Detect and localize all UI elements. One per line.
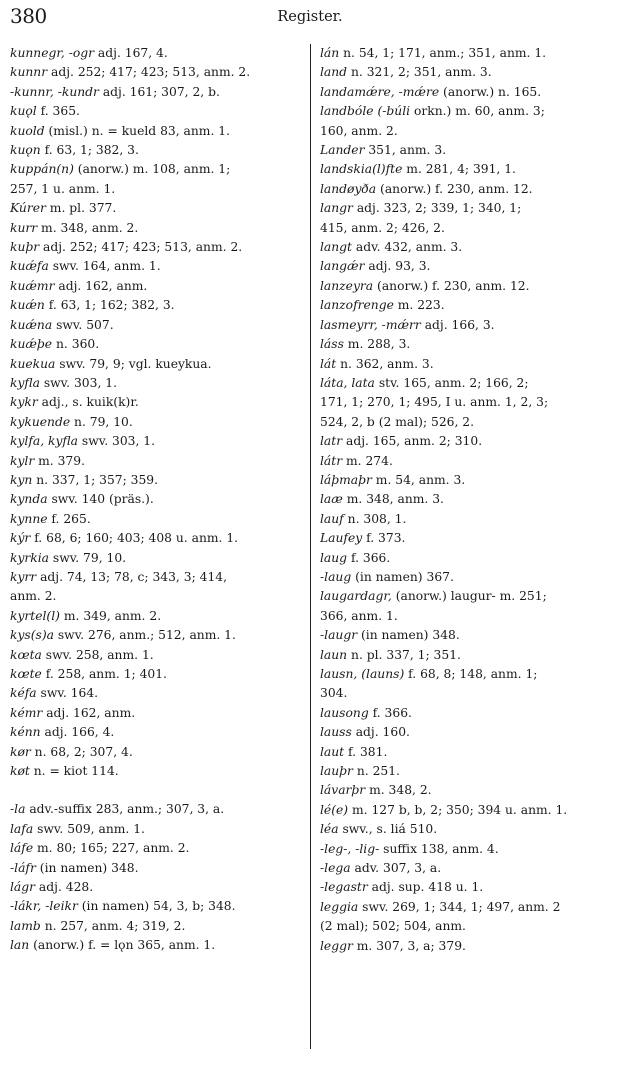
entry-lemma: kuþr	[10, 240, 40, 255]
index-entry	[10, 277, 302, 296]
index-entry	[10, 917, 302, 936]
index-entry	[10, 723, 302, 742]
index-entry	[320, 646, 612, 665]
entry-lemma: -legastr	[320, 880, 368, 895]
entry-references: n. 308, 1.	[343, 511, 407, 526]
index-entry	[10, 257, 302, 276]
entry-lemma: langt	[320, 240, 352, 255]
index-entry	[10, 626, 302, 645]
entry-lemma: kunnegr, -ogr	[10, 46, 95, 60]
entry-references: adj. 162, anm.	[54, 278, 148, 293]
index-entry	[320, 296, 612, 315]
index-entry	[10, 238, 302, 257]
entry-references: m. 288, 3.	[343, 337, 411, 352]
entry-references: f. 265.	[47, 511, 91, 526]
entry-lemma: Kúrer	[10, 201, 46, 216]
entry-lemma: kyfla	[10, 375, 40, 390]
entry-lemma: láþmaþr	[320, 472, 372, 487]
entry-lemma: kunnr	[10, 65, 48, 80]
entry-lemma: kynda	[10, 492, 48, 507]
entry-lemma: -kunnr, -kundr	[10, 84, 99, 99]
entry-references: f. 381.	[344, 744, 388, 759]
entry-references: m. 54, anm. 3.	[371, 472, 466, 487]
entry-references: adv.-suffix 283, anm.; 307, 3, a.	[25, 802, 225, 817]
entry-lemma: kýr	[10, 531, 31, 546]
index-entry	[320, 549, 612, 568]
index-entry	[320, 122, 612, 141]
index-entry	[320, 607, 612, 626]
right-column	[320, 44, 612, 956]
entry-references: adj. 166, 3.	[420, 317, 495, 332]
index-entry	[10, 859, 302, 878]
entry-lemma: -leg-, -lig-	[320, 841, 380, 856]
index-entry	[10, 432, 302, 451]
entry-lemma: kuǽmr	[10, 278, 55, 293]
entry-references: (2 mal); 502; 504, anm.	[320, 919, 466, 934]
entry-lemma: kyrr	[10, 569, 37, 584]
index-entry	[10, 568, 302, 587]
entry-lemma: laun	[320, 647, 348, 662]
index-entry	[10, 296, 302, 315]
entry-references: orkn.) m. 60, anm. 3;	[410, 104, 545, 119]
entry-references: n. pl. 337, 1; 351.	[347, 647, 461, 662]
entry-references: f. 366.	[368, 705, 412, 720]
index-entry	[320, 238, 612, 257]
entry-lemma: láta, lata	[320, 375, 375, 390]
index-entry	[320, 374, 612, 393]
entry-lemma: kynne	[10, 511, 48, 526]
entry-lemma: lávarþr	[320, 783, 366, 798]
entry-references: swv. 303, 1.	[39, 375, 118, 390]
entry-lemma: kyn	[10, 472, 33, 487]
index-entry	[10, 704, 302, 723]
entry-references: 415, anm. 2; 426, 2.	[320, 220, 445, 235]
entry-lemma: lanzofrenge	[320, 298, 394, 313]
index-entry	[320, 180, 612, 199]
entry-lemma: Laufey	[320, 531, 363, 546]
index-entry	[10, 936, 302, 955]
entry-lemma: laut	[320, 744, 345, 759]
entry-references: adj. 167, 4.	[94, 46, 168, 60]
entry-lemma: kuǫl	[10, 104, 37, 119]
index-entry	[10, 122, 302, 141]
index-entry	[320, 587, 612, 606]
entry-lemma: laugardagr,	[320, 589, 392, 604]
index-entry	[10, 529, 302, 548]
entry-lemma: laæ	[320, 492, 343, 507]
index-entry	[320, 471, 612, 490]
entry-references: f. 68, 8; 148, anm. 1;	[404, 667, 538, 681]
entry-lemma: kénn	[10, 725, 41, 740]
index-entry	[10, 219, 302, 238]
entry-lemma: laug	[320, 550, 348, 565]
index-entry	[320, 859, 612, 878]
entry-lemma: lán	[320, 46, 340, 60]
entry-references: swv., s. liá 510.	[338, 822, 438, 837]
index-entry	[320, 878, 612, 897]
entry-references: adj. 252; 417; 423; 513, anm. 2.	[39, 240, 243, 255]
entry-lemma: kør	[10, 744, 31, 759]
entry-references: swv. 276, anm.; 512, anm. 1.	[53, 628, 236, 643]
entry-lemma: kykr	[10, 395, 38, 410]
entry-references: n. 360.	[52, 337, 100, 352]
index-entry	[320, 257, 612, 276]
entry-references: (anorw.) f. 230, anm. 12.	[376, 181, 533, 196]
index-entry	[320, 937, 612, 956]
left-column	[10, 44, 302, 956]
entry-lemma: lauþr	[320, 764, 353, 779]
index-entry	[320, 83, 612, 102]
entry-lemma: Lander	[320, 143, 365, 158]
entry-lemma: kykuende	[10, 414, 71, 429]
entry-references: 351, anm. 3.	[364, 143, 447, 158]
entry-lemma: latr	[320, 434, 343, 449]
index-entry	[320, 432, 612, 451]
index-entry	[320, 743, 612, 762]
entry-references: swv. 303, 1.	[77, 434, 156, 449]
entry-lemma: lausong	[320, 705, 369, 720]
index-entry	[10, 510, 302, 529]
entry-lemma: land	[320, 65, 348, 80]
entry-references: m. 307, 3, a; 379.	[352, 938, 466, 953]
entry-references: m. 80; 165; 227, anm. 2.	[33, 841, 190, 856]
entry-lemma: landbóle (-búli	[320, 104, 411, 119]
index-entry	[10, 160, 302, 179]
entry-lemma: lausn, (launs)	[320, 667, 405, 681]
index-entry	[10, 355, 302, 374]
entry-lemma: -lákr, -leikr	[10, 899, 78, 914]
entry-lemma: langr	[320, 201, 353, 216]
entry-lemma: -laugr	[320, 628, 358, 643]
entry-lemma: lamb	[10, 918, 41, 933]
entry-lemma: leggia	[320, 899, 359, 914]
entry-references: adj. 74, 13; 78, c; 343, 3; 414,	[36, 569, 228, 584]
entry-lemma: láss	[320, 337, 344, 352]
index-entry	[320, 898, 612, 917]
entry-references: swv. 79, 9; vgl. kueykua.	[55, 356, 212, 371]
entry-references: 171, 1; 270, 1; 495, I u. anm. 1, 2, 3;	[320, 395, 549, 410]
entry-references: swv. 507.	[52, 317, 114, 332]
entry-references: (in namen) 348.	[35, 860, 139, 875]
entry-references: (anorw.) f. 230, anm. 12.	[373, 278, 530, 293]
entry-references: m. pl. 377.	[45, 201, 117, 216]
index-entry	[320, 141, 612, 160]
index-entry	[10, 897, 302, 916]
entry-references: adj. 323, 2; 339, 1; 340, 1;	[352, 201, 522, 216]
index-entry	[320, 219, 612, 238]
index-entry	[10, 44, 302, 63]
entry-references: f. 68, 6; 160; 403; 408 u. anm. 1.	[30, 531, 239, 546]
entry-references: adv. 432, anm. 3.	[352, 240, 463, 255]
entry-references: (anorw.) laugur- m. 251;	[391, 589, 547, 604]
index-entry	[320, 529, 612, 548]
index-entry	[10, 646, 302, 665]
entry-lemma: lát	[320, 356, 337, 371]
entry-lemma: kuekua	[10, 356, 56, 371]
index-entry	[10, 743, 302, 762]
index-entry	[320, 801, 612, 820]
entry-references: f. 366.	[347, 550, 391, 565]
entry-references: m. 379.	[34, 453, 85, 468]
index-entry	[10, 684, 302, 703]
entry-references: swv. 164.	[36, 686, 99, 701]
entry-lemma: láfe	[10, 841, 34, 856]
index-entry	[320, 277, 612, 296]
entry-lemma: látr	[320, 453, 343, 468]
entry-lemma: léa	[320, 822, 339, 837]
entry-references: m. 223.	[393, 298, 445, 313]
entry-references: suffix 138, anm. 4.	[379, 841, 499, 856]
entry-lemma: lauss	[320, 725, 352, 740]
entry-lemma: lágr	[10, 880, 36, 895]
entry-lemma: kurr	[10, 220, 38, 235]
page-number: 380	[10, 4, 47, 28]
entry-lemma: lanzeyra	[320, 278, 374, 293]
entry-references: f. 365.	[36, 104, 80, 119]
entry-references: n. 251.	[352, 764, 400, 779]
index-entry	[10, 471, 302, 490]
entry-lemma: kuǽna	[10, 317, 53, 332]
entry-references: adj. 428.	[35, 880, 94, 895]
entry-references: (anorw.) f. = lǫn 365, anm. 1.	[29, 938, 216, 953]
index-entry	[10, 180, 302, 199]
index-entry	[10, 141, 302, 160]
entry-references: swv. 269, 1; 344, 1; 497, anm. 2	[358, 899, 561, 914]
entry-lemma: kylfa, kyfla	[10, 434, 78, 449]
entry-lemma: -lega	[320, 861, 351, 876]
entry-references: anm. 2.	[10, 589, 57, 604]
index-entry	[10, 63, 302, 82]
index-entry	[10, 587, 302, 606]
running-head: Register.	[277, 9, 343, 25]
entry-references: n. = kiot 114.	[29, 764, 119, 779]
index-entry	[320, 490, 612, 509]
entry-lemma: leggr	[320, 938, 353, 953]
entry-lemma: lasmeyrr, -mǽrr	[320, 317, 421, 332]
entry-references: adj., s. kuik(k)r.	[37, 395, 139, 410]
entry-references: f. 63, 1; 382, 3.	[40, 143, 139, 158]
index-entry	[10, 762, 302, 781]
entry-references: adj. 160.	[351, 725, 410, 740]
entry-references: adj. 166, 4.	[40, 725, 115, 740]
entry-lemma: køt	[10, 764, 30, 779]
index-entry	[320, 840, 612, 859]
entry-references: 524, 2, b (2 mal); 526, 2.	[320, 414, 475, 429]
index-entry	[320, 626, 612, 645]
index-entry	[10, 413, 302, 432]
entry-references: stv. 165, anm. 2; 166, 2;	[374, 375, 529, 390]
entry-references: (anorw.) n. 165.	[439, 84, 542, 99]
entry-references: n. 68, 2; 307, 4.	[30, 744, 133, 759]
entry-lemma: kuppán(n)	[10, 162, 74, 177]
index-entry	[320, 917, 612, 936]
entry-references: adj. sup. 418 u. 1.	[367, 880, 484, 895]
entry-references: (anorw.) m. 108, anm. 1;	[73, 162, 231, 177]
entry-references: 257, 1 u. anm. 1.	[10, 181, 116, 196]
index-entry	[320, 762, 612, 781]
entry-references: m. 349, anm. 2.	[59, 608, 162, 623]
index-entry	[320, 316, 612, 335]
index-entry	[320, 160, 612, 179]
index-entry	[320, 335, 612, 354]
index-entry	[10, 393, 302, 412]
index-entry	[320, 568, 612, 587]
entry-references: n. 257, anm. 4; 319, 2.	[40, 918, 186, 933]
column-divider	[310, 44, 311, 1049]
entry-references: swv. 79, 10.	[49, 550, 127, 565]
index-entry	[10, 316, 302, 335]
entry-lemma: kéfa	[10, 686, 37, 701]
index-entry	[320, 102, 612, 121]
index-entry	[320, 665, 612, 684]
entry-references: m. 348, anm. 2.	[37, 220, 139, 235]
entry-lemma: kuǽn	[10, 298, 45, 313]
entry-references: adj. 162, anm.	[42, 705, 136, 720]
entry-lemma: landamǽre, -mǽre	[320, 84, 440, 99]
entry-lemma: kuǽfa	[10, 259, 49, 274]
entry-lemma: kylr	[10, 453, 35, 468]
entry-references: 304.	[320, 686, 348, 701]
index-entry	[10, 549, 302, 568]
entry-references: adv. 307, 3, a.	[350, 861, 442, 876]
entry-references: 160, anm. 2.	[320, 123, 398, 138]
entry-lemma: -la	[10, 802, 26, 817]
entry-lemma: kuold	[10, 123, 45, 138]
entry-references: n. 54, 1; 171, anm.; 351, anm. 1.	[339, 46, 547, 60]
entry-lemma: kuǫn	[10, 143, 41, 158]
index-entry	[320, 684, 612, 703]
entry-lemma: kyrtel(l)	[10, 608, 60, 623]
index-entry	[10, 102, 302, 121]
entry-references: adj. 165, anm. 2; 310.	[342, 434, 483, 449]
entry-references: n. 362, anm. 3.	[336, 356, 434, 371]
entry-lemma: -laug	[320, 569, 352, 584]
index-entry	[10, 607, 302, 626]
index-entry	[10, 839, 302, 858]
entry-lemma: kuǽþe	[10, 337, 53, 352]
entry-lemma: landskia(l)fte	[320, 162, 403, 177]
entry-references: swv. 509, anm. 1.	[33, 821, 145, 836]
index-entry	[320, 723, 612, 742]
entry-lemma: kœta	[10, 647, 42, 662]
index-entry	[320, 44, 612, 63]
entry-references: m. 348, 2.	[365, 783, 432, 798]
index-entry	[10, 199, 302, 218]
entry-references: adj. 161; 307, 2, b.	[98, 84, 220, 99]
index-entry	[10, 820, 302, 839]
entry-references: m. 274.	[342, 453, 393, 468]
entry-references: (misl.) n. = kueld 83, anm. 1.	[44, 123, 230, 138]
entry-lemma: lauf	[320, 511, 344, 526]
index-entry	[320, 781, 612, 800]
entry-references: m. 348, anm. 3.	[342, 492, 444, 507]
entry-references: (in namen) 348.	[357, 628, 460, 643]
entry-lemma: -láfr	[10, 860, 36, 875]
index-entry	[320, 63, 612, 82]
entry-lemma: lé(e)	[320, 802, 349, 817]
entry-lemma: landøyða	[320, 181, 377, 196]
index-entry	[320, 355, 612, 374]
entry-lemma: lan	[10, 938, 30, 953]
index-entry	[320, 510, 612, 529]
index-entry	[10, 335, 302, 354]
entry-references: adj. 252; 417; 423; 513, anm. 2.	[47, 65, 251, 80]
entry-lemma: lafa	[10, 821, 34, 836]
entry-references: n. 337, 1; 357; 359.	[32, 472, 159, 487]
index-entry	[320, 199, 612, 218]
entry-lemma: kémr	[10, 705, 43, 720]
entry-lemma: kyrkia	[10, 550, 49, 565]
entry-references: adj. 93, 3.	[364, 259, 431, 274]
entry-references: 366, anm. 1.	[320, 608, 398, 623]
index-entry	[320, 820, 612, 839]
index-entry	[320, 704, 612, 723]
entry-references: swv. 164, anm. 1.	[48, 259, 161, 274]
entry-references: n. 321, 2; 351, anm. 3.	[347, 65, 492, 80]
index-entry	[10, 83, 302, 102]
index-entry	[320, 452, 612, 471]
entry-references: m. 127 b, b, 2; 350; 394 u. anm. 1.	[348, 802, 568, 817]
index-entry	[10, 878, 302, 897]
index-entry	[10, 374, 302, 393]
index-entry	[10, 452, 302, 471]
entry-references: f. 258, anm. 1; 401.	[41, 667, 167, 681]
entry-lemma: langǽr	[320, 259, 365, 274]
index-entry	[10, 490, 302, 509]
index-entry	[320, 413, 612, 432]
entry-references: f. 63, 1; 162; 382, 3.	[44, 298, 175, 313]
entry-lemma: kœte	[10, 667, 42, 681]
entry-references: (in namen) 367.	[351, 569, 454, 584]
entry-references: m. 281, 4; 391, 1.	[402, 162, 516, 177]
entry-references: swv. 258, anm. 1.	[41, 647, 154, 662]
entry-references: (in namen) 54, 3, b; 348.	[77, 899, 236, 914]
index-entry	[10, 800, 302, 819]
index-entry	[320, 393, 612, 412]
entry-references: swv. 140 (präs.).	[47, 492, 154, 507]
index-entry	[10, 665, 302, 684]
entry-lemma: kys(s)a	[10, 628, 54, 643]
entry-references: f. 373.	[362, 531, 406, 546]
entry-references: n. 79, 10.	[70, 414, 133, 429]
